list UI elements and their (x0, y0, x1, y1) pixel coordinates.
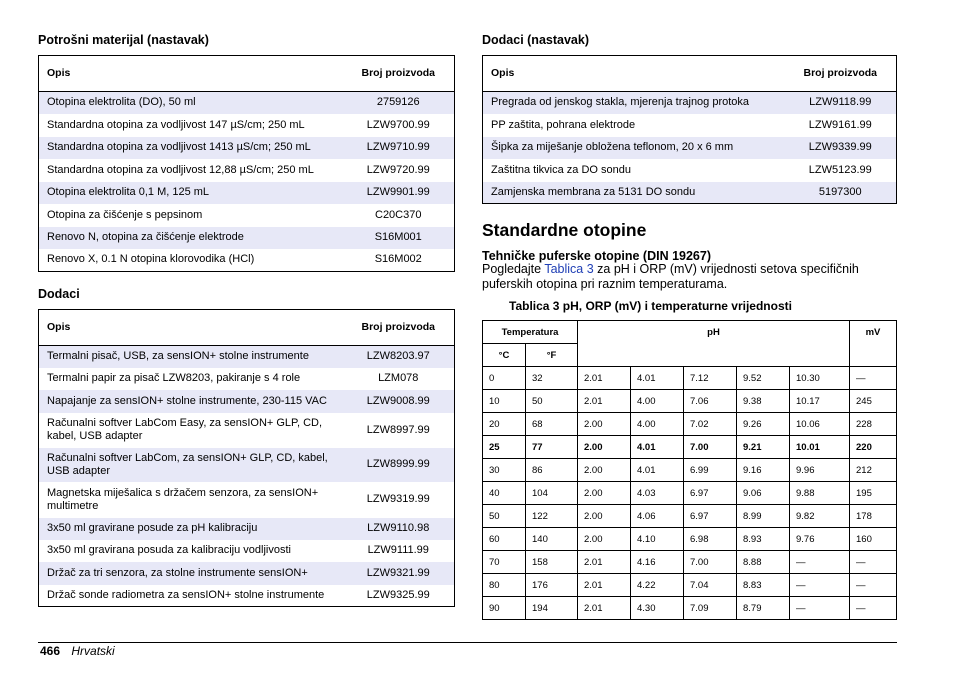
accessories-cont-table (482, 55, 897, 204)
table-cell: 2.00 (578, 413, 631, 436)
cell-product-number: LZW9319.99 (343, 482, 455, 518)
table-row (483, 436, 897, 459)
table-cell: 9.21 (737, 436, 790, 459)
accessories-table (38, 309, 455, 607)
cell-description: Magnetska miješalica s držačem senzora, za sensION+ multimetre (39, 482, 343, 518)
table-cell: 9.82 (790, 505, 850, 528)
table-cell: — (790, 574, 850, 597)
table-cell: 4.00 (631, 413, 684, 436)
table-cell: 4.06 (631, 505, 684, 528)
cell-product-number: LZW9710.99 (343, 137, 455, 159)
table-cell: 8.93 (737, 528, 790, 551)
cell-description: Držač sonde radiometra za sensION+ stolne instrumente (39, 585, 343, 607)
cell-description: PP zaštita, pohrana elektrode (483, 114, 785, 137)
cell-description: Držač za tri senzora, za stolne instrumente sensION+ (39, 562, 343, 585)
footer (40, 644, 115, 658)
consumables-heading: Potrošni materijal (nastavak) (38, 33, 209, 47)
table-cell: 228 (850, 413, 897, 436)
table-cell: 2.00 (578, 459, 631, 482)
cell-description: Zamjenska membrana za 5131 DO sondu (483, 182, 785, 204)
table-cell: 9.76 (790, 528, 850, 551)
table-cell: 8.79 (737, 597, 790, 620)
table-cell: 7.12 (684, 367, 737, 390)
table-cell: 9.96 (790, 459, 850, 482)
table-row (39, 137, 455, 159)
cell-product-number: LZW9110.98 (343, 518, 455, 540)
table-cell: — (790, 551, 850, 574)
table-cell: 6.97 (684, 505, 737, 528)
header-ph: pH (578, 321, 850, 367)
table-cell: 77 (526, 436, 578, 459)
table-row (483, 528, 897, 551)
table-row (483, 182, 897, 204)
table-row (483, 92, 897, 114)
cell-description: Šipka za miješanje obložena teflonom, 20 x 6 mm (483, 137, 785, 159)
table-row (39, 159, 455, 182)
table-cell: 176 (526, 574, 578, 597)
table-cell: 9.88 (790, 482, 850, 505)
table-cell: 50 (526, 390, 578, 413)
table-cell: 10.06 (790, 413, 850, 436)
table-cell: 2.00 (578, 505, 631, 528)
cell-description: Otopina elektrolita (DO), 50 ml (39, 92, 343, 114)
para-text-before: Pogledajte (482, 262, 545, 276)
cell-description: Otopina elektrolita 0,1 M, 125 mL (39, 182, 343, 204)
table-cell: 9.26 (737, 413, 790, 436)
table-row (39, 227, 455, 249)
table-row (39, 448, 455, 482)
intro-paragraph (482, 262, 882, 292)
cell-description: Renovo X, 0.1 N otopina klorovodika (HCl) (39, 249, 343, 272)
cell-description: Računalni softver LabCom Easy, za sensION+ GLP, CD, kabel, USB adapter (39, 413, 343, 448)
table-cell: 2.01 (578, 390, 631, 413)
cell-product-number: C20C370 (343, 204, 455, 227)
table-row (483, 159, 897, 182)
cell-description: Standardna otopina za vodljivost 1413 µS/cm; 250 mL (39, 137, 343, 159)
table-cell: — (850, 551, 897, 574)
accessories-heading: Dodaci (38, 287, 80, 301)
table-cell: 4.01 (631, 367, 684, 390)
cell-product-number: 5197300 (785, 182, 897, 204)
cell-product-number: LZW9161.99 (785, 114, 897, 137)
cell-description: Računalni softver LabCom, za sensION+ GLP, CD, kabel, USB adapter (39, 448, 343, 482)
header-fahrenheit: °F (526, 344, 578, 367)
table-cell: 7.06 (684, 390, 737, 413)
table-cell: — (850, 574, 897, 597)
table-cell: 4.01 (631, 459, 684, 482)
cell-description: Pregrada od jenskog stakla, mjerenja trajnog protoka (483, 92, 785, 114)
footer-language: Hrvatski (71, 644, 115, 658)
cell-description: 3x50 ml gravirana posuda za kalibraciju vodljivosti (39, 540, 343, 562)
para-text-after: za pH i ORP (mV) vrijednosti setova specifičnih puferskih otopina pri raznim temperaturama. (482, 262, 859, 291)
table-row (483, 413, 897, 436)
table-row (483, 482, 897, 505)
cell-description: Standardna otopina za vodljivost 12,88 µS/cm; 250 mL (39, 159, 343, 182)
table-row (39, 204, 455, 227)
table-row (39, 585, 455, 607)
cell-description: 3x50 ml gravirane posude za pH kalibraciju (39, 518, 343, 540)
table-cell: — (850, 367, 897, 390)
table-cell: 194 (526, 597, 578, 620)
column-header-description: Opis (39, 310, 343, 346)
cell-description: Otopina za čišćenje s pepsinom (39, 204, 343, 227)
cell-product-number: LZW9901.99 (343, 182, 455, 204)
table-cell: 9.16 (737, 459, 790, 482)
header-temperature: Temperatura (483, 321, 578, 344)
table-cell: 8.88 (737, 551, 790, 574)
ph-table (482, 320, 897, 620)
table-cell: 4.00 (631, 390, 684, 413)
table-cell: 50 (483, 505, 526, 528)
subheading: Tehničke puferske otopine (DIN 19267) (482, 249, 711, 263)
table-cell: 158 (526, 551, 578, 574)
table-row (483, 574, 897, 597)
table-cell: 4.10 (631, 528, 684, 551)
table-cell: 0 (483, 367, 526, 390)
section-title: Standardne otopine (482, 220, 647, 240)
table-cell: 245 (850, 390, 897, 413)
table-cell: 86 (526, 459, 578, 482)
table-cell: — (850, 597, 897, 620)
accessories-cont-heading: Dodaci (nastavak) (482, 33, 589, 47)
cell-description: Zaštitna tikvica za DO sondu (483, 159, 785, 182)
cell-product-number: LZW9118.99 (785, 92, 897, 114)
table-row (39, 249, 455, 272)
table-cell: 7.00 (684, 551, 737, 574)
column-header-description: Opis (483, 56, 785, 92)
table-cell: 9.52 (737, 367, 790, 390)
cell-product-number: LZM078 (343, 368, 455, 390)
table-cell: 7.09 (684, 597, 737, 620)
table-row (39, 346, 455, 368)
table-cell: 70 (483, 551, 526, 574)
table-cell: 195 (850, 482, 897, 505)
table-row (39, 518, 455, 540)
cell-product-number: LZW8203.97 (343, 346, 455, 368)
table-cell: 10 (483, 390, 526, 413)
table-cell: 2.01 (578, 574, 631, 597)
table-cell: 10.01 (790, 436, 850, 459)
table-row (39, 540, 455, 562)
footer-divider (38, 642, 897, 643)
table-row (483, 390, 897, 413)
table-cell: 4.03 (631, 482, 684, 505)
cell-product-number: LZW9321.99 (343, 562, 455, 585)
cell-product-number: LZW9339.99 (785, 137, 897, 159)
table-cell: 90 (483, 597, 526, 620)
table-cell: 2.00 (578, 528, 631, 551)
header-mv: mV (850, 321, 897, 367)
table-cell: 104 (526, 482, 578, 505)
table-cell: — (790, 597, 850, 620)
cell-product-number: LZW9720.99 (343, 159, 455, 182)
table-cell: 25 (483, 436, 526, 459)
table-row (39, 368, 455, 390)
table-cell: 212 (850, 459, 897, 482)
table-row (39, 390, 455, 413)
table-cell: 30 (483, 459, 526, 482)
table-cell: 2.01 (578, 551, 631, 574)
table-header-row (483, 56, 897, 92)
cell-description: Termalni pisač, USB, za sensION+ stolne instrumente (39, 346, 343, 368)
cell-product-number: S16M002 (343, 249, 455, 272)
table-cell: 10.30 (790, 367, 850, 390)
table-cell: 2.00 (578, 482, 631, 505)
table-cell: 2.00 (578, 436, 631, 459)
table-cell: 2.01 (578, 367, 631, 390)
column-header-number: Broj proizvoda (343, 310, 455, 346)
table-cell: 68 (526, 413, 578, 436)
table-cell: 9.38 (737, 390, 790, 413)
column-header-number: Broj proizvoda (343, 56, 455, 92)
table-cell: 6.99 (684, 459, 737, 482)
table-cell: 80 (483, 574, 526, 597)
table-cell: 6.97 (684, 482, 737, 505)
table-row (39, 182, 455, 204)
table-row (483, 114, 897, 137)
table-row (39, 413, 455, 448)
table-cell: 40 (483, 482, 526, 505)
table-row (39, 114, 455, 137)
table-cell: 4.22 (631, 574, 684, 597)
page-number: 466 (40, 644, 61, 658)
table-header-row (39, 56, 455, 92)
cell-product-number: LZW5123.99 (785, 159, 897, 182)
table-cell: 8.99 (737, 505, 790, 528)
cell-description: Termalni papir za pisač LZW8203, pakiranje s 4 role (39, 368, 343, 390)
table-row (483, 505, 897, 528)
cell-product-number: LZW9325.99 (343, 585, 455, 607)
table-header-row (483, 321, 897, 344)
table-row (483, 367, 897, 390)
table-cell: 10.17 (790, 390, 850, 413)
table-row (39, 482, 455, 518)
table-row (483, 459, 897, 482)
cell-product-number: LZW9111.99 (343, 540, 455, 562)
table-cell: 7.02 (684, 413, 737, 436)
table-row (483, 597, 897, 620)
table-cell: 140 (526, 528, 578, 551)
cell-description: Napajanje za sensION+ stolne instrumente, 230-115 VAC (39, 390, 343, 413)
cell-description: Renovo N, otopina za čišćenje elektrode (39, 227, 343, 249)
column-header-number: Broj proizvoda (785, 56, 897, 92)
cell-product-number: S16M001 (343, 227, 455, 249)
cell-product-number: LZW9700.99 (343, 114, 455, 137)
table-row (483, 551, 897, 574)
table-cell: 4.30 (631, 597, 684, 620)
column-header-description: Opis (39, 56, 343, 92)
table-cell: 6.98 (684, 528, 737, 551)
table-cell: 4.01 (631, 436, 684, 459)
table-cell: 160 (850, 528, 897, 551)
table-cell: 220 (850, 436, 897, 459)
cell-product-number: 2759126 (343, 92, 455, 114)
table-cell: 8.83 (737, 574, 790, 597)
header-celsius: °C (483, 344, 526, 367)
table-cell: 7.04 (684, 574, 737, 597)
cell-description: Standardna otopina za vodljivost 147 µS/cm; 250 mL (39, 114, 343, 137)
table-cell: 32 (526, 367, 578, 390)
table-cell: 20 (483, 413, 526, 436)
table-cell: 9.06 (737, 482, 790, 505)
table-row (39, 92, 455, 114)
table-caption: Tablica 3 pH, ORP (mV) i temperaturne vrijednosti (509, 299, 792, 313)
table-cell: 60 (483, 528, 526, 551)
table-row (483, 137, 897, 159)
table-cell: 7.00 (684, 436, 737, 459)
cell-product-number: LZW8997.99 (343, 413, 455, 448)
table-cell: 122 (526, 505, 578, 528)
table-cell: 2.01 (578, 597, 631, 620)
table-cell: 178 (850, 505, 897, 528)
cell-product-number: LZW9008.99 (343, 390, 455, 413)
table-cell: 4.16 (631, 551, 684, 574)
table-row (39, 562, 455, 585)
cell-product-number: LZW8999.99 (343, 448, 455, 482)
consumables-table (38, 55, 455, 272)
table-header-row (39, 310, 455, 346)
table-reference-link[interactable]: Tablica 3 (544, 262, 594, 276)
